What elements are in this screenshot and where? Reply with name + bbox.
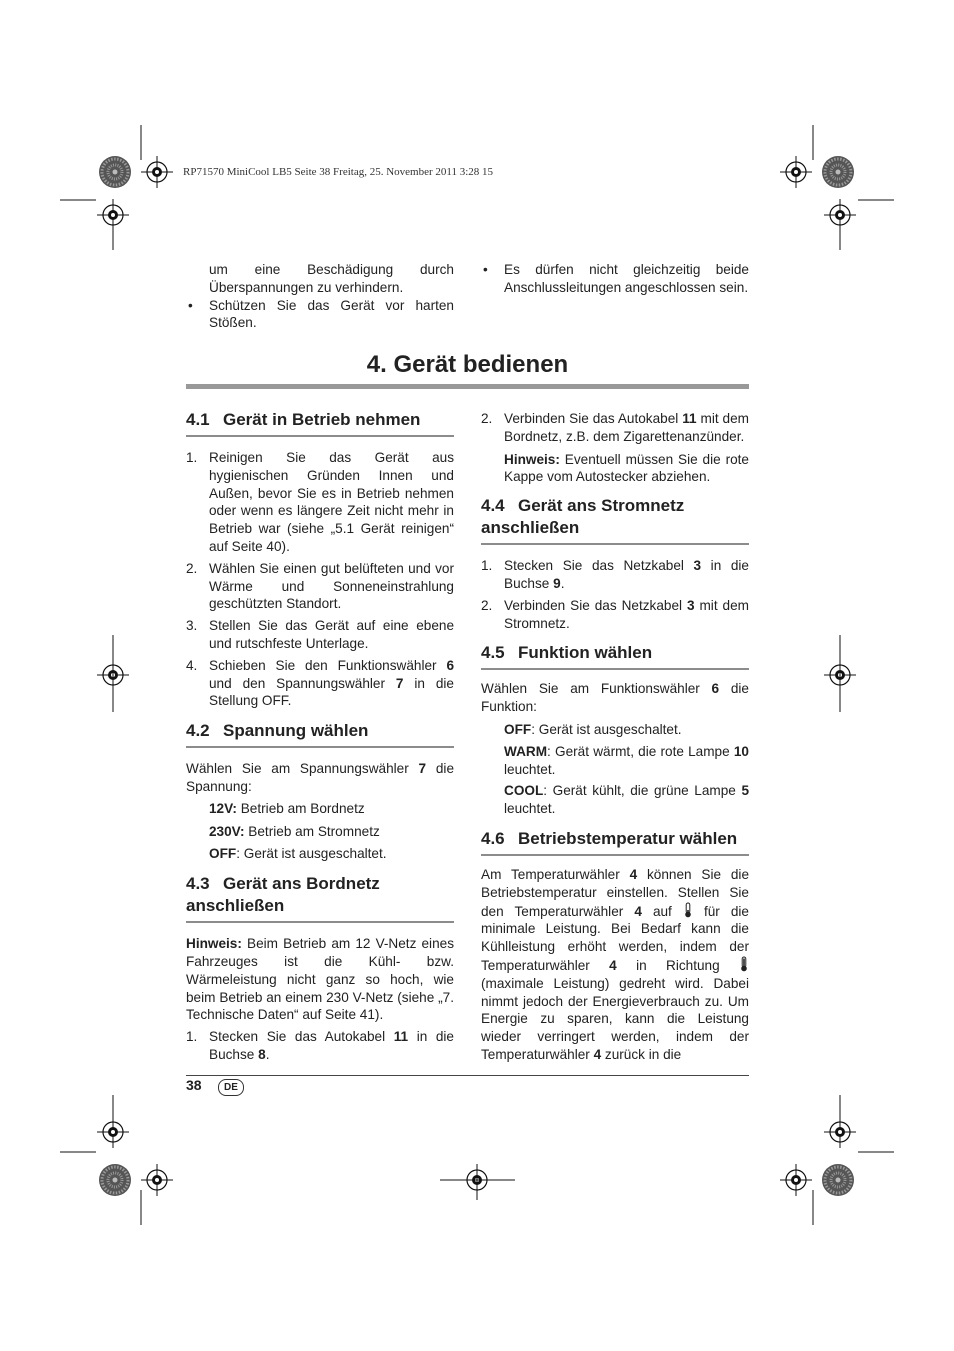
list-item: 2. Verbinden Sie das Netzkabel 3 mit dem Stromnetz. [481,597,749,631]
page-number: 38 [186,1077,202,1093]
continuation-text: um eine Beschädigung durch Überspannungen zu verhindern. [209,262,454,295]
note: Hinweis: Eventuell müssen Sie die rote Kappe vom Autostecker abziehen. [504,451,749,485]
list-item: 1. Stecken Sie das Netzkabel 3 in die Buchse 9. [481,558,749,591]
top-left-block [186,261,454,332]
list-item: 2. Wählen Sie einen gut belüfteten und vor Wärme und Sonneneinstrahlung geschützten Standort. [186,560,454,612]
paragraph: Am Temperaturwähler 4 können Sie die Betriebstemperatur einstellen. Stellen Sie den Temperaturwähler 4 auf für die minimale Leistung. Bei Bedarf kann die Kühlleistung erhöht werden, indem der Temperaturwähler 4 in Richtung (maximale Leistung) gedreht wird. Dabei nimmt jedoch der Energieverbrauch zu. Um Energie zu sparen, kann die Leistung wieder verringert werden, indem der Temperaturwähler 4 zurück in die [481,866,750,1062]
note: Hinweis: Beim Betrieb am 12 V-Netz eines Fahrzeuges ist die Kühl- bzw. Wärmeleistung nicht ganz so hoch, wie beim Betrieb an einem 230 V-Netz (siehe „7. Technische Daten“ auf Seite 41). [186,936,454,1023]
option-off: OFF: Gerät ist ausgeschaltet. [504,721,682,737]
list-item: 4. Schieben Sie den Funktionswähler 6 und den Spannungswähler 7 in die Stellung OFF. [186,657,454,709]
thermometer-low-icon [683,902,693,918]
steps-4-3 [186,1028,454,1064]
steps-4-3-continued [481,410,749,446]
paragraph: Wählen Sie am Funktionswähler 6 die Funktion: [481,681,749,715]
print-info-line: RP71570 MiniCool LB5 Seite 38 Freitag, 25. November 2011 3:28 15 [183,166,494,178]
steps-4-4 [481,557,749,632]
option-off: OFF: Gerät ist ausgeschaltet. [209,846,387,862]
section-heading-4-6: 4.6 Betriebstemperatur wählen [481,828,749,856]
section-heading-4-2: 4.2 Spannung wählen [186,720,454,748]
option-warm: WARM: Gerät wärmt, die rote Lampe 10 leuchtet. [504,743,749,777]
option-230v: 230V: Betrieb am Stromnetz [209,823,380,839]
section-heading-4-1: 4.1 Gerät in Betrieb nehmen [186,409,454,437]
section-heading-4-5: 4.5 Funktion wählen [481,642,749,670]
footer-rule [186,1075,749,1076]
option-12v: 12V: Betrieb am Bordnetz [209,800,365,816]
language-badge: DE [218,1079,244,1096]
section-heading-4-4: 4.4 Gerät ans Stromnetz anschließen [481,495,749,545]
title-rule [186,384,749,389]
list-item: 1. Reinigen Sie das Gerät aus hygienischen Gründen Innen und Außen, bevor Sie es in Betrieb nehmen oder wenn es längere Zeit nicht mehr in Betrieb war (siehe „5.1 Gerät reinigen“ auf Seite 40). [186,450,454,554]
list-item: • Schützen Sie das Gerät vor harten Stößen. [188,297,454,331]
list-item: 3. Stellen Sie das Gerät auf eine ebene und rutschfeste Unterlage. [186,618,454,651]
left-column [186,409,454,1064]
section-heading-4-3: 4.3 Gerät ans Bordnetz anschließen [186,873,454,923]
steps-4-1 [186,449,454,710]
list-item: • Es dürfen nicht gleichzeitig beide Anschlussleitungen angeschlossen sein. [483,262,749,295]
paragraph: Wählen Sie am Spannungswähler 7 die Spannung: [186,761,455,794]
chapter-title: 4. Gerät bedienen [366,351,569,378]
list-item: 1. Stecken Sie das Autokabel 11 in die Buchse 8. [186,1029,454,1062]
top-right-block [481,261,749,297]
option-cool: COOL: Gerät kühlt, die grüne Lampe 5 leuchtet. [504,783,749,817]
thermometer-high-icon [739,956,749,972]
right-column [481,410,749,1064]
list-item: 2. Verbinden Sie das Autokabel 11 mit dem Bordnetz, z.B. dem Zigarettenanzünder. [481,411,749,444]
